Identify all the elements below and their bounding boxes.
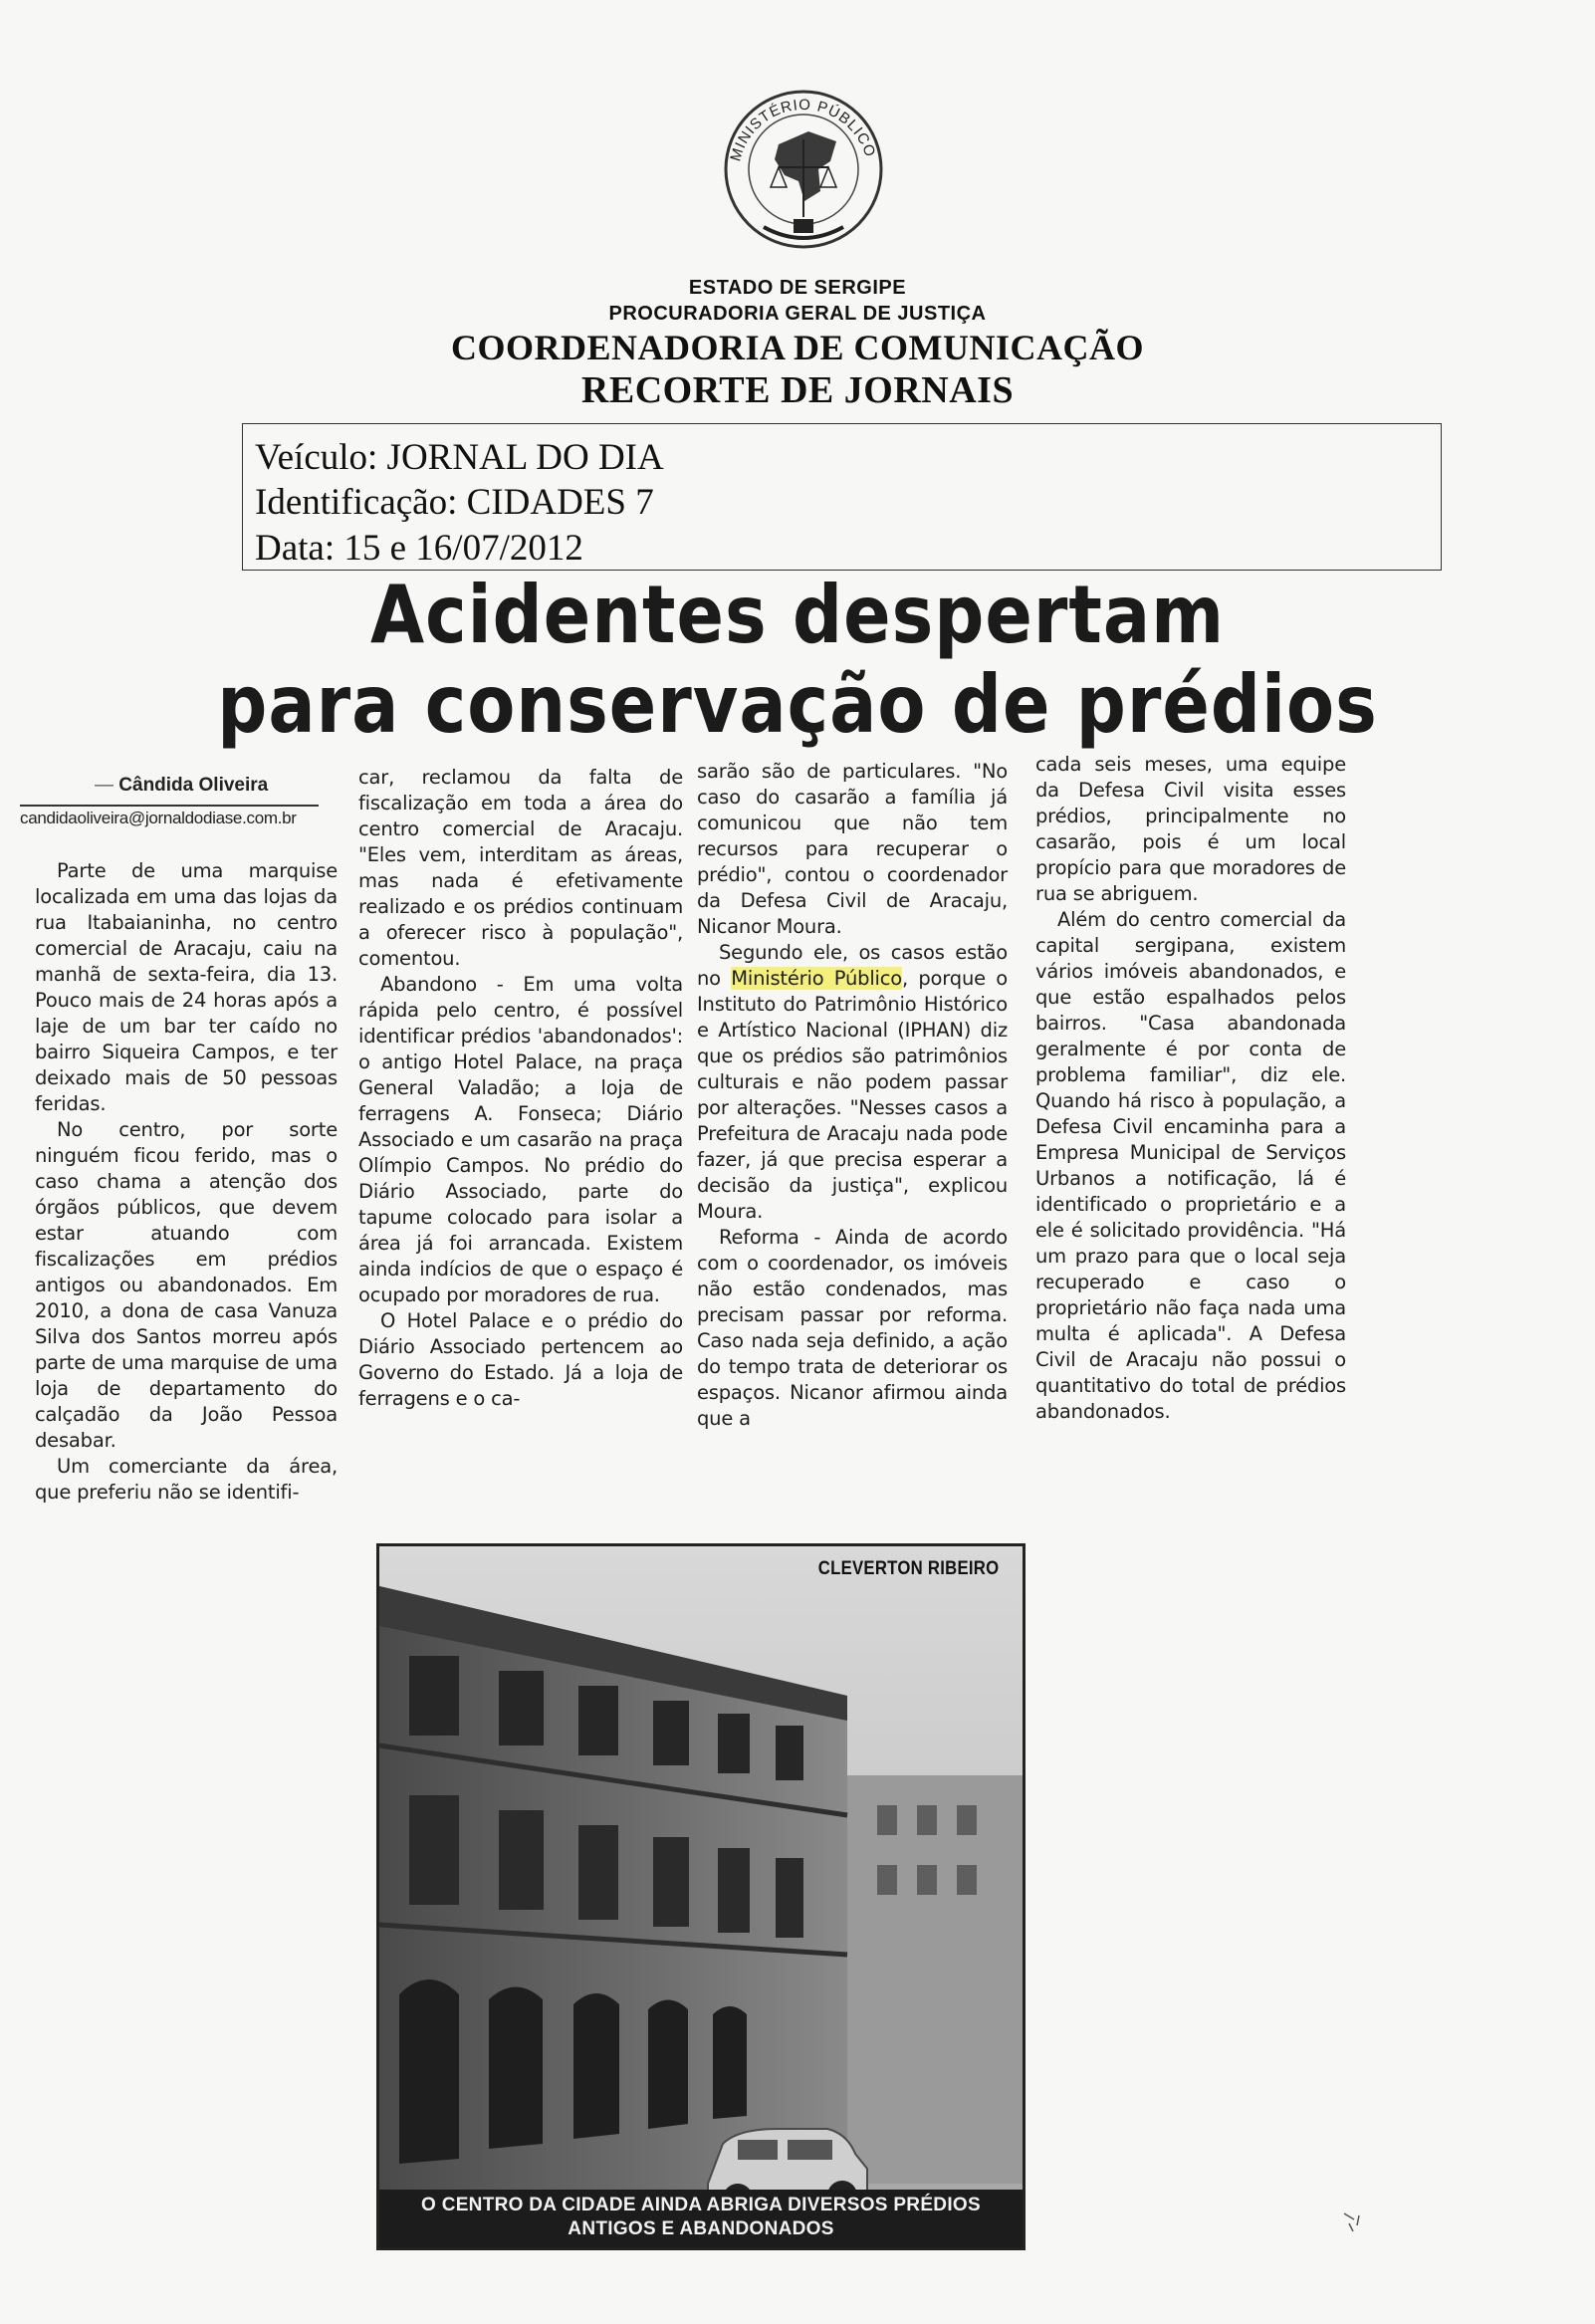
- column-2-paragraph: O Hotel Palace e o prédio do Diário Associado pertencem ao Governo do Estado. Já a loja de ferragens e o ca-: [358, 1309, 683, 1410]
- clipping-info-box: [242, 423, 1442, 571]
- photo-caption: [379, 2190, 1023, 2247]
- column-3-text-before: Segundo ele, os casos estão no: [697, 941, 1008, 990]
- author-email: candidaoliveira@jornaldodiase.com.br: [20, 805, 319, 828]
- article-column-2: [358, 765, 683, 1412]
- column-1-paragraph: Parte de uma marquise localizada em uma das lojas da rua Itabaianinha, no centro comercial de Aracaju, caiu na manhã de sexta-feira, dia 13. Pouco mais de 24 horas após a laje de um bar ter caído no bairro Siqueira Campos, e ter deixado mais de 50 pessoas feridas.: [35, 859, 338, 1115]
- column-4-paragraph: Além do centro comercial da capital sergipana, existem vários imóveis abandonados, e que estão espalhados pelos bairros. "Casa abandonada geralmente é por conta de problema familiar", diz ele. Quando há risco à população, a Defesa Civil encaminha para a Empresa Municipal de Serviços Urbanos a notificação, lá é identificado o proprietário e a ele é solicitado providência. "Há um prazo para que o local seja recuperado e caso o proprietário não faça nada uma multa é aplicada". A Defesa Civil de Aracaju não possui o quantitativo do total de prédios abandonados.: [1035, 908, 1346, 1423]
- stray-pen-mark: [1339, 2206, 1369, 2235]
- article-column-4: [1035, 752, 1346, 1425]
- photo-credit: CLEVERTON RIBEIRO: [817, 1558, 999, 1579]
- info-identificacao: Identificação: CIDADES 7: [255, 482, 654, 523]
- highlighted-ministerio-publico: Ministério Público: [731, 967, 903, 990]
- article-column-1: [35, 858, 338, 1506]
- info-data: Data: 15 e 16/07/2012: [255, 528, 583, 569]
- seal-ring-text: MINISTÉRIO PÚBLICO: [727, 96, 879, 163]
- column-3-paragraph: Reforma - Ainda de acordo com o coordenador, os imóveis não estão condenados, mas precisam passar por reforma. Caso nada seja definido, a ação do tempo trata de deteriorar os espaços. Nicanor afirmou ainda que a: [697, 1226, 1008, 1430]
- ministerio-publico-seal: [709, 70, 898, 259]
- photo-caption-line-2: ANTIGOS E ABANDONADOS: [568, 2218, 834, 2239]
- article-column-3: [697, 759, 1008, 1432]
- column-1-paragraph: Um comerciante da área, que preferiu não se identifi-: [35, 1455, 338, 1504]
- photo-caption-line-1: O CENTRO DA CIDADE AINDA ABRIGA DIVERSOS PRÉDIOS: [421, 2195, 981, 2215]
- header-state: ESTADO DE SERGIPE: [688, 277, 907, 299]
- article-photo: [376, 1543, 1025, 2250]
- column-2-paragraph: Abandono - Em uma volta rápida pelo centro, é possível identificar prédios 'abandonados': o antigo Hotel Palace, na praça General Valadão; a loja de ferragens A. Fonseca; Diário Associado e um casarão na praça Olímpio Campos. No prédio do Diário Associado, parte do tapume colocado para isolar a área já foi arrancada. Existem ainda indícios de que o espaço é ocupado por moradores de rua.: [358, 973, 683, 1306]
- headline-line-1: Acidentes despertam: [369, 568, 1226, 662]
- header-section: RECORTE DE JORNAIS: [580, 369, 1015, 411]
- column-3-text-after: , porque o Instituto do Patrimônio Histórico e Artístico Nacional (IPHAN) diz que os prédios são patrimônios culturais e não podem passar por alterações. "Nesses casos a Prefeitura de Aracaju nada pode fazer, já que precisa esperar a decisão da justiça", explicou Moura.: [697, 967, 1008, 1223]
- column-1-paragraph: No centro, por sorte ninguém ficou ferido, mas o caso chama a atenção dos órgãos públicos, que devem estar atuando com fiscalizações em prédios antigos ou abandonados. Em 2010, a dona de casa Vanuza Silva dos Santos morreu após parte de uma marquise de uma loja de departamento do calçadão da João Pessoa desabar.: [35, 1118, 338, 1452]
- info-veiculo: Veículo: JORNAL DO DIA: [255, 437, 664, 478]
- header-office: PROCURADORIA GERAL DE JUSTIÇA: [608, 303, 987, 325]
- column-3-paragraph-highlighted: [697, 940, 1008, 1225]
- author-name: — Cândida Oliveira: [95, 775, 268, 797]
- headline-line-2: para conservação de prédios: [217, 657, 1378, 752]
- header-department: COORDENADORIA DE COMUNICAÇÃO: [450, 328, 1144, 367]
- column-4-paragraph: cada seis meses, uma equipe da Defesa Civil visita esses prédios, principalmente no casarão, pois é um local propício para que moradores de rua se abriguem.: [1035, 753, 1346, 905]
- column-2-paragraph: car, reclamou da falta de fiscalização em toda a área do centro comercial de Aracaju. "Eles vem, interditam as áreas, mas nada é efetivamente realizado e os prédios continuam a oferecer risco à população", comentou.: [358, 766, 683, 970]
- street-photo-image: [379, 1546, 1023, 2247]
- column-3-paragraph: sarão são de particulares. "No caso do casarão a família já comunicou que não tem recursos para recuperar o prédio", contou o coordenador da Defesa Civil de Aracaju, Nicanor Moura.: [697, 760, 1008, 938]
